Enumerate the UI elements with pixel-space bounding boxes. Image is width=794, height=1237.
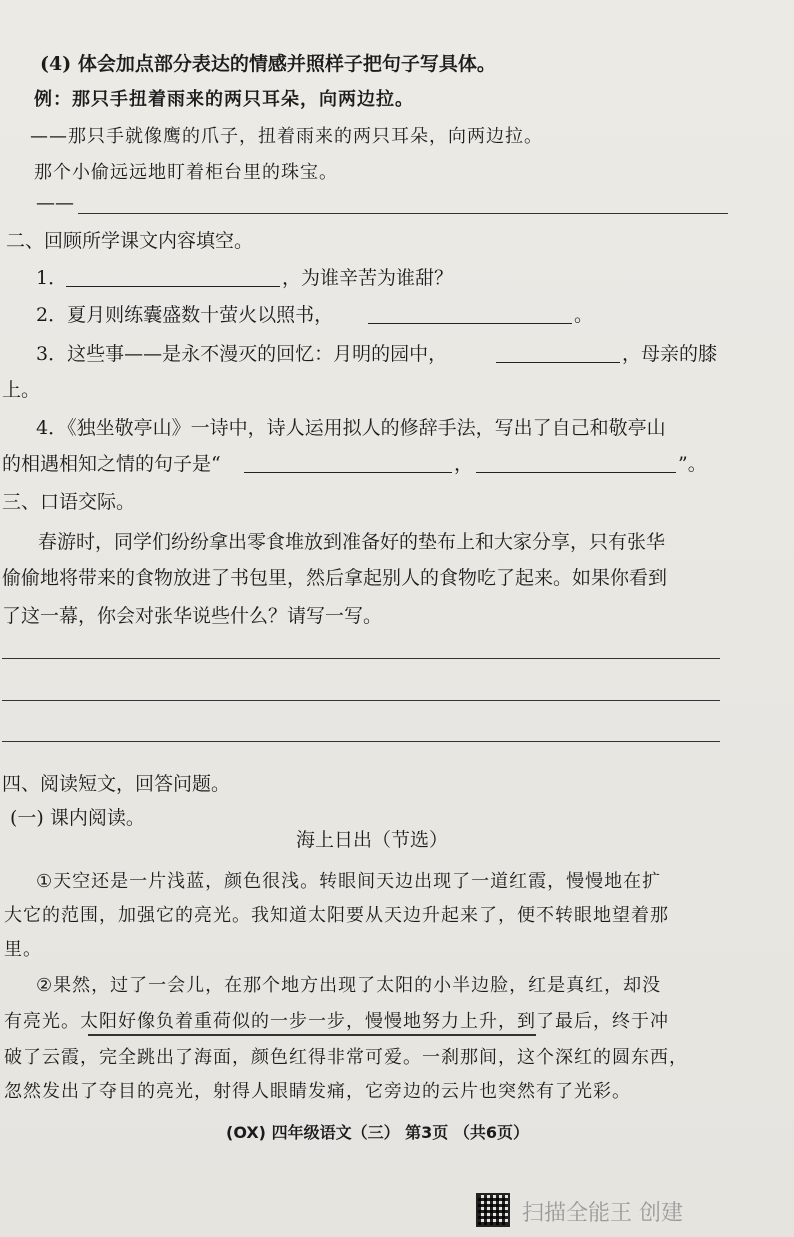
- p1-line1: ①天空还是一片浅蓝，颜色很浅。转眼间天边出现了一道红霞，慢慢地在扩: [36, 871, 662, 892]
- passage-title: 海上日出（节选）: [296, 829, 449, 851]
- p1-line3: 里。: [4, 939, 42, 960]
- p2-line4: 忽然发出了夺目的亮光，射得人眼睛发痛，它旁边的云片也突然有了光彩。: [4, 1081, 631, 1102]
- s2-item4-line1: 4．《独坐敬亭山》一诗中，诗人运用拟人的修辞手法，写出了自己和敬亭山: [36, 417, 666, 439]
- qr-code-icon: [476, 1193, 510, 1227]
- section2-title: 二、回顾所学课文内容填空。: [6, 230, 254, 252]
- p2-line3: 破了云霞，完全跳出了海面，颜色红得非常可爱。一刹那间，这个深红的圆东西，: [4, 1047, 688, 1068]
- s2-item3: 3．这些事——是永不漫灭的回忆：月明的园中，: [36, 343, 448, 365]
- q4-heading: (4) 体会加点部分表达的情感并照样子把句子写具体。: [40, 53, 496, 75]
- s3-para-line1: 春游时，同学们纷纷拿出零食堆放到准备好的垫布上和大家分享，只有张华: [38, 531, 666, 553]
- pen-underline: [88, 1034, 536, 1036]
- p2-line1: ②果然，过了一会儿，在那个地方出现了太阳的小半边脸，红是真红，却没: [36, 975, 662, 996]
- q4-example-answer: ——那只手就像鹰的爪子，扭着雨来的两只耳朵，向两边拉。: [30, 126, 543, 147]
- s3-answer-line-1[interactable]: [2, 658, 720, 659]
- s2-item1-blank[interactable]: [66, 286, 280, 287]
- s2-item2: 2．夏月则练囊盛数十萤火以照书，: [36, 304, 334, 326]
- s2-item4-line2: 的相遇相知之情的句子是“: [2, 453, 221, 475]
- s2-item1-text: ，为谁辛苦为谁甜？: [282, 267, 454, 289]
- q4-prompt: 那个小偷远远地盯着柜台里的珠宝。: [34, 162, 338, 183]
- s2-item2-blank[interactable]: [368, 323, 572, 324]
- s2-item3-end: ，母亲的膝: [622, 343, 718, 365]
- q4-example: 例：那只手扭着雨来的两只耳朵，向两边拉。: [34, 89, 414, 110]
- s4-subtitle: (一) 课内阅读。: [10, 807, 145, 829]
- s3-answer-line-2[interactable]: [2, 700, 720, 701]
- q4-answer-dash: ——: [36, 192, 74, 214]
- p1-line2: 大它的范围，加强它的亮光。我知道太阳要从天边升起来了，便不转眼地望着那: [4, 905, 669, 926]
- s2-item3-cont: 上。: [2, 379, 41, 401]
- s2-item4-blank1[interactable]: [244, 472, 452, 473]
- section3-title: 三、口语交际。: [2, 491, 136, 513]
- s2-item4-blank2[interactable]: [476, 472, 676, 473]
- s3-answer-line-3[interactable]: [2, 741, 720, 742]
- s2-item3-blank[interactable]: [496, 362, 620, 363]
- s2-item4-end: ”。: [678, 453, 707, 475]
- scanner-watermark: 扫描全能王 创建: [522, 1201, 683, 1226]
- p2-line2: 有亮光。太阳好像负着重荷似的一步一步，慢慢地努力上升，到了最后，终于冲: [4, 1011, 669, 1032]
- s3-para-line3: 了这一幕，你会对张华说些什么？请写一写。: [2, 605, 383, 627]
- section4-title: 四、阅读短文，回答问题。: [2, 773, 231, 795]
- q4-answer-line[interactable]: [78, 213, 728, 214]
- s2-item1-num: 1．: [36, 267, 68, 289]
- s2-item4-comma: ，: [454, 453, 474, 475]
- s3-para-line2: 偷偷地将带来的食物放进了书包里，然后拿起别人的食物吃了起来。如果你看到: [2, 567, 668, 589]
- s2-item2-end: 。: [574, 304, 594, 326]
- page-footer: (OX) 四年级语文（三） 第3页 （共6页）: [226, 1123, 529, 1142]
